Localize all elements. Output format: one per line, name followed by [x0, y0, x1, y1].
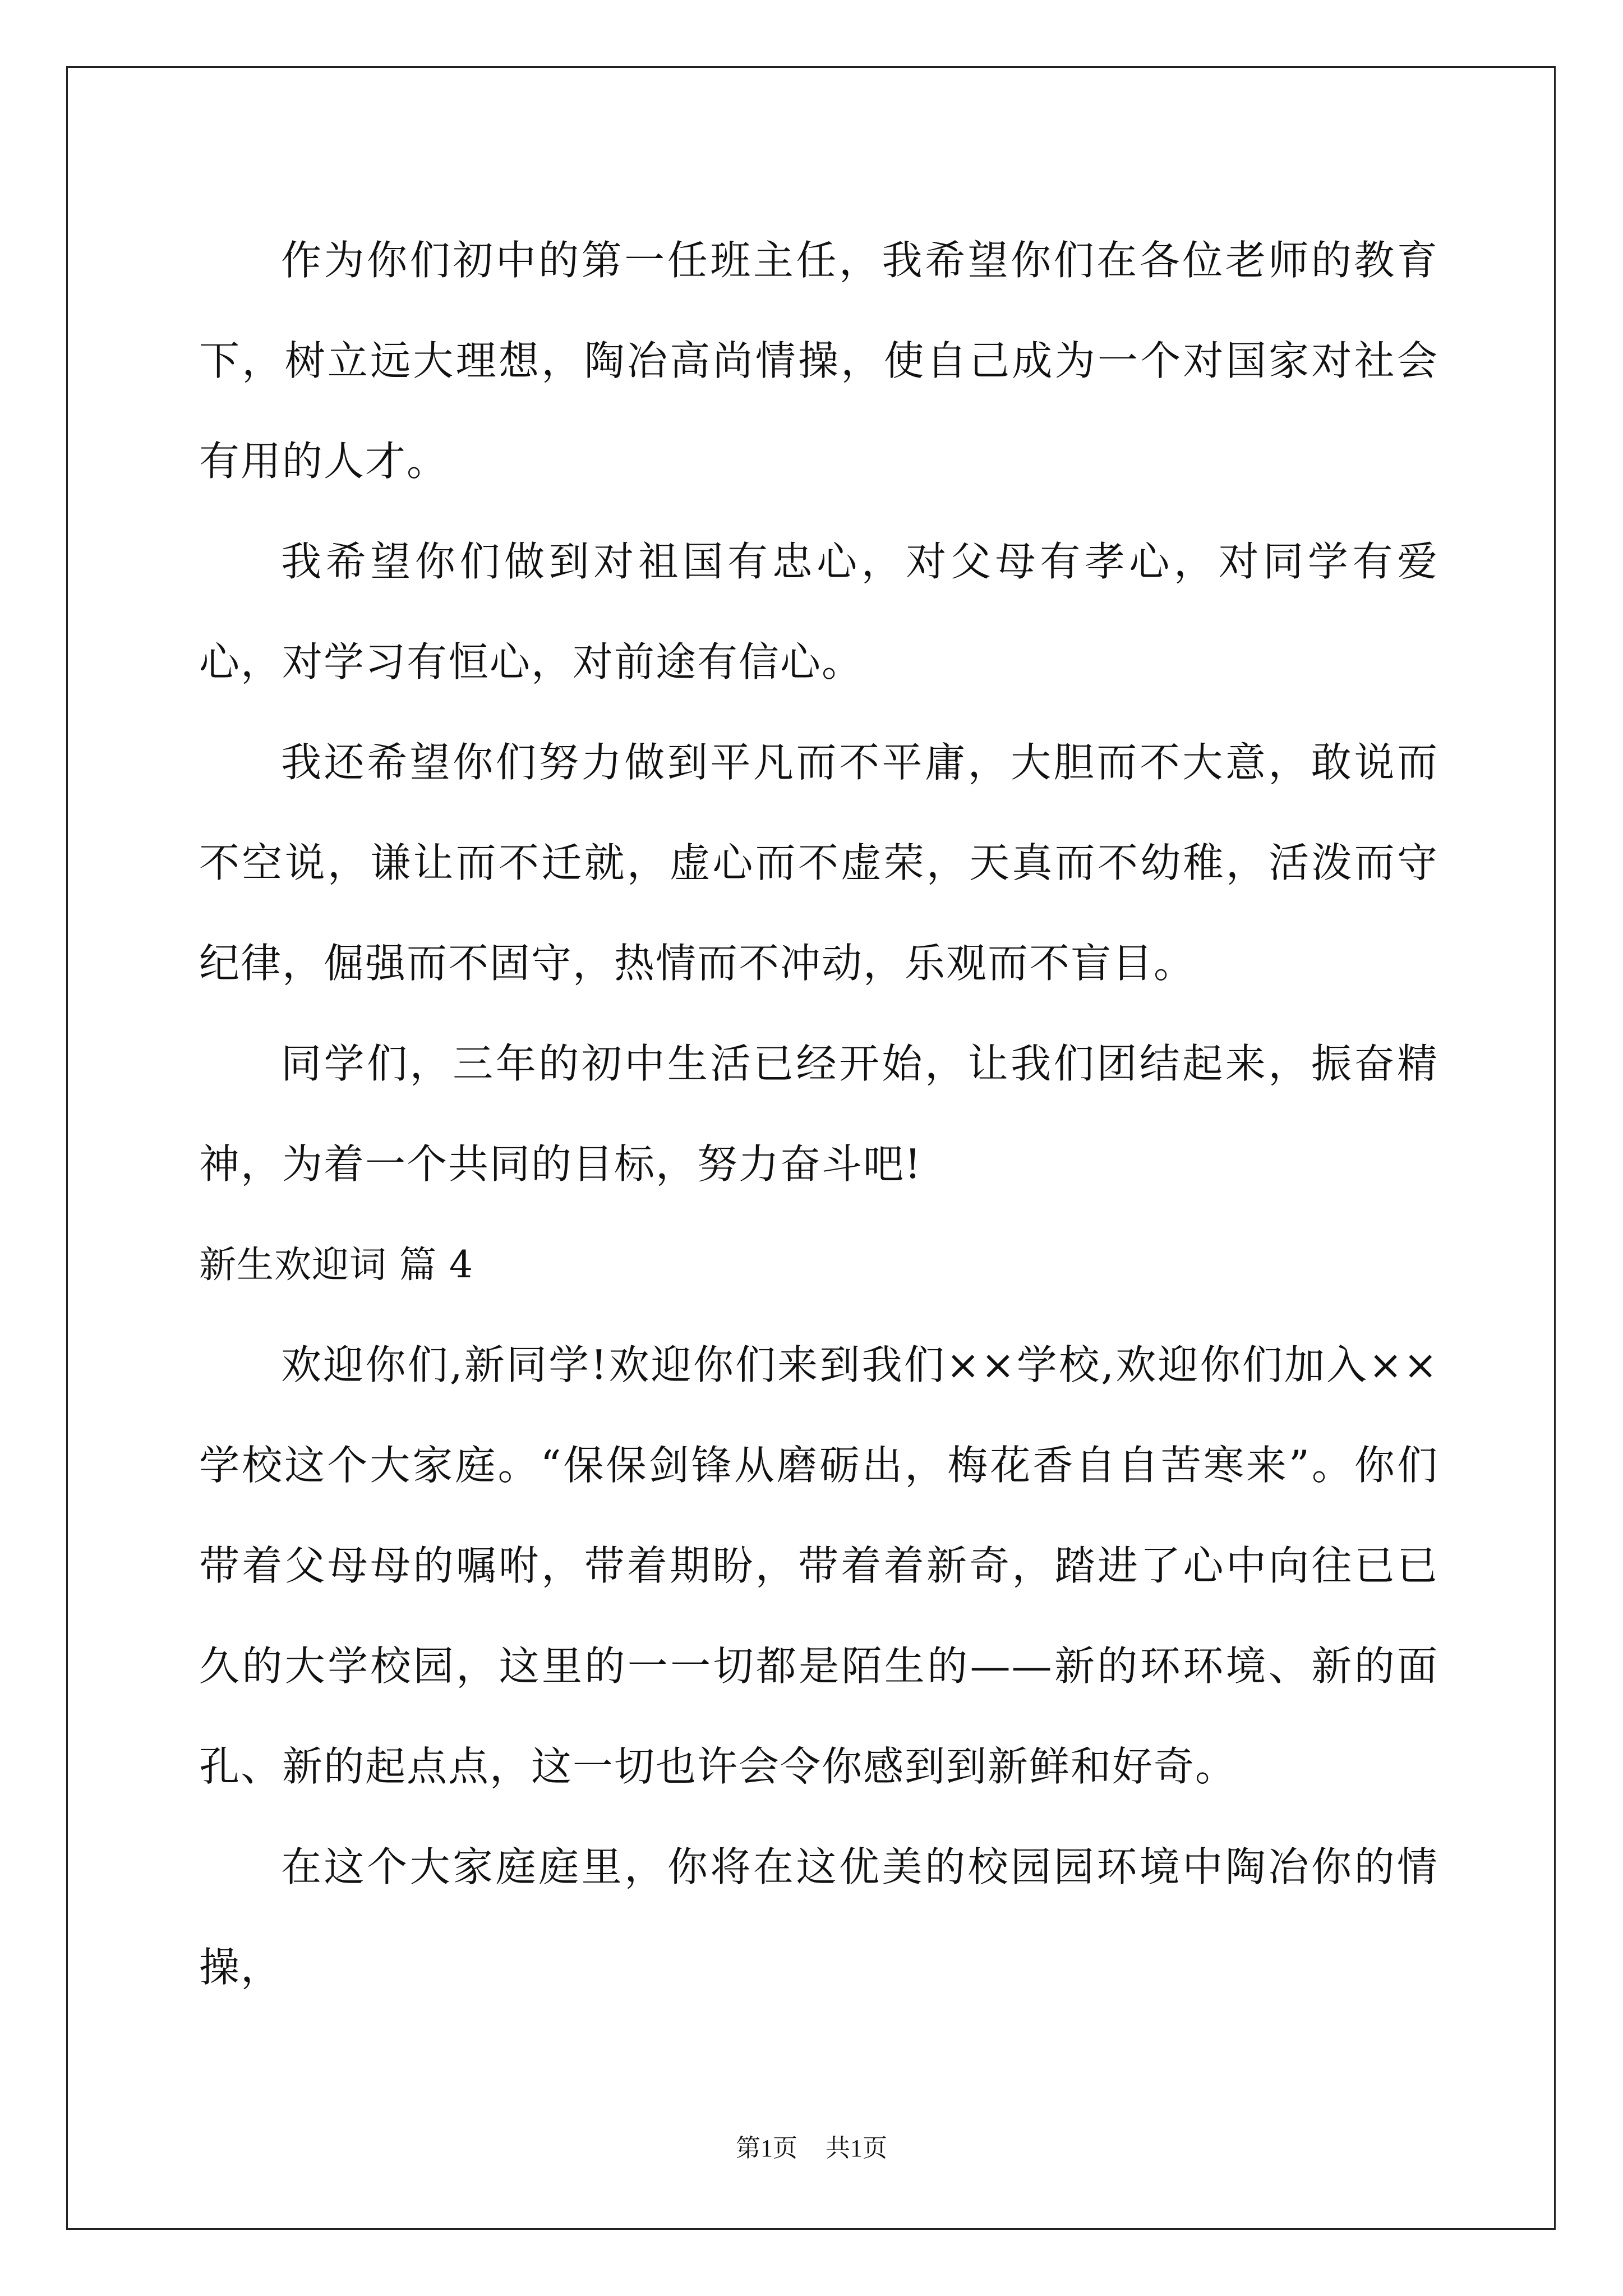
page-total: 共1页 [826, 2134, 887, 2162]
section-paragraph-2: 在这个大家庭庭里，你将在这优美的校园园环境中陶冶你的情操， [199, 1843, 1438, 1991]
paragraph-4: 同学们，三年的初中生活已经开始，让我们团结起来，振奋精神，为着一个共同的目标，努力奋斗吧! [199, 1040, 1438, 1188]
document-body [199, 210, 1438, 2018]
section-paragraph-1: 欢迎你们,新同学!欢迎你们来到我们××学校,欢迎你们加入××学校这个大家庭。“保保剑锋从磨砺出，梅花香自自苦寒来”。你们带着父母母的嘱咐，带着期盼，带着着新奇，踏进了心中向往已已久的大学校园，这里的一一切都是陌生的——新的环环境、新的面孔、新的起点点，这一切也许会令你感到到新鲜和好奇。 [199, 1341, 1438, 1790]
paragraph-1: 作为你们初中的第一任班主任，我希望你们在各位老师的教育下，树立远大理想，陶冶高尚情操，使自己成为一个对国家对社会有用的人才。 [199, 237, 1438, 485]
page-number: 第1页 [736, 2134, 797, 2162]
paragraph-3: 我还希望你们努力做到平凡而不平庸，大胆而不大意，敢说而不空说，谦让而不迁就，虚心而不虚荣，天真而不幼稚，活泼而守纪律，倔强而不固守，热情而不冲动，乐观而不盲目。 [199, 739, 1438, 987]
page-footer [0, 2132, 1623, 2165]
paragraph-2: 我希望你们做到对祖国有忠心，对父母有孝心，对同学有爱心，对学习有恒心，对前途有信心。 [199, 538, 1438, 685]
section-heading: 新生欢迎词 篇 4 [199, 1243, 473, 1286]
